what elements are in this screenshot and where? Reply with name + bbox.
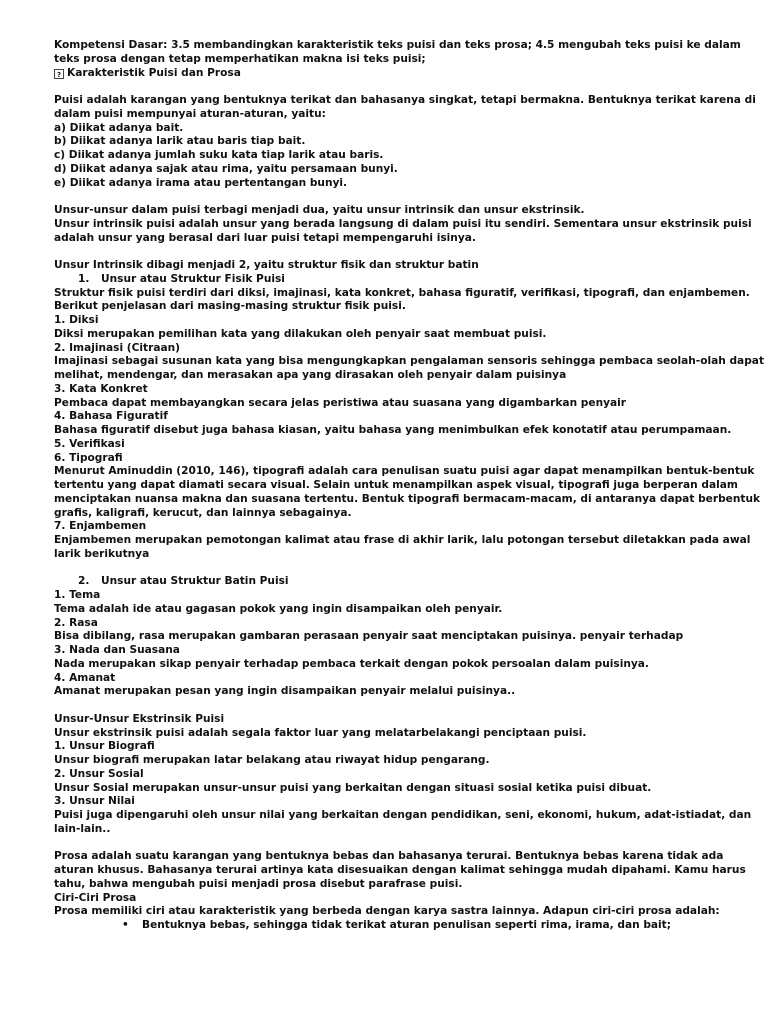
fisik-heading <box>54 273 708 287</box>
missing-glyph-icon: ? <box>54 69 64 79</box>
fisik-heading-text: Unsur atau Struktur Fisik Puisi <box>101 272 285 285</box>
prosa-definition-1: Prosa adalah suatu karangan yang bentuknya bebas dan bahasanya terurai. Bentuknya bebas karena tidak ada <box>54 850 724 863</box>
nada-desc: Nada merupakan sikap penyair terhadap pembaca terkait dengan pokok persoalan dalam puisinya. <box>54 657 649 670</box>
rasa-desc: Bisa dibilang, rasa merupakan gambaran perasaan penyair saat menciptakan puisinya. penyair terhadap <box>54 630 684 643</box>
amanat-desc: Amanat merupakan pesan yang ingin disampaikan penyair melalui puisinya.. <box>54 685 516 698</box>
biografi-title: 1. Unsur Biografi <box>54 740 155 753</box>
tipografi-desc-2: tertentu yang dapat diamati secara visual. Selain untuk menampilkan aspek visual, tipografi juga berperan dalam <box>54 479 738 491</box>
intrinsik-intro: Unsur Intrinsik dibagi menjadi 2, yaitu struktur fisik dan struktur batin <box>54 259 479 271</box>
nilai-title: 3. Unsur Nilai <box>54 795 135 808</box>
kata-konkret-desc: Pembaca dapat membayangkan secara jelas peristiwa atau suasana yang digambarkan penyair <box>54 396 627 409</box>
amanat-title: 4. Amanat <box>54 671 116 684</box>
enjambemen-title: 7. Enjambemen <box>54 520 147 533</box>
kd-line-1: Kompetensi Dasar: 3.5 membandingkan karakteristik teks puisi dan teks prosa; 4.5 mengubah teks puisi ke dalam <box>54 39 741 51</box>
nada-title: 3. Nada dan Suasana <box>54 644 180 656</box>
bahasa-figuratif-desc: Bahasa figuratif disebut juga bahasa kiasan, yaitu bahasa yang menimbulkan efek konotatif atau perumpamaan. <box>54 424 732 436</box>
tipografi-desc-3: menciptakan nuansa makna dan suasana tertentu. Bentuk tipografi bermacam-macam, di antaranya dapat berbentuk <box>54 492 761 505</box>
imajinasi-desc-2: melihat, mendengar, dan merasakan apa yang dirasakan oleh penyair dalam puisinya <box>54 369 567 381</box>
sosial-title: 2. Unsur Sosial <box>54 767 144 780</box>
bullet-item <box>54 919 708 933</box>
unsur-paragraph-2: Unsur intrinsik puisi adalah unsur yang berada langsung di dalam puisi itu sendiri. Sementara unsur ekstrinsik puisi <box>54 217 752 230</box>
bahasa-figuratif-title: 4. Bahasa Figuratif <box>54 410 168 423</box>
ekstrinsik-heading: Unsur-Unsur Ekstrinsik Puisi <box>54 712 225 725</box>
tipografi-desc-1: Menurut Aminuddin (2010, 146), tipografi adalah cara penulisan suatu puisi agar dapat menampilkan bentuk-bentuk <box>54 465 755 478</box>
rule-item: b) Diikat adanya larik atau baris tiap bait. <box>54 135 306 148</box>
prosa-definition-2: aturan khusus. Bahasanya terurai artinya kata disesuaikan dengan kalimat sehingga mudah dipahami. Kamu harus <box>54 864 746 876</box>
enjambemen-desc-2: larik berikutnya <box>54 547 150 560</box>
imajinasi-desc-1: Imajinasi sebagai susunan kata yang bisa mengungkapkan pengalaman sensoris sehingga pembaca seolah-olah dapat <box>54 355 765 368</box>
rule-item: c) Diikat adanya jumlah suku kata tiap larik atau baris. <box>54 149 384 161</box>
batin-heading-text: Unsur atau Struktur Batin Puisi <box>101 575 289 588</box>
puisi-definition-1: Puisi adalah karangan yang bentuknya terikat dan bahasanya singkat, tetapi bermakna. Bentuknya terikat karena di <box>54 94 756 106</box>
rule-item: e) Diikat adanya irama atau pertentangan bunyi. <box>54 176 348 189</box>
tema-desc: Tema adalah ide atau gagasan pokok yang ingin disampaikan oleh penyair. <box>54 602 503 615</box>
prosa-definition-3: tahu, bahwa mengubah puisi menjadi prosa disebut parafrase puisi. <box>54 877 463 890</box>
sosial-desc: Unsur Sosial merupakan unsur-unsur puisi yang berkaitan dengan situasi sosial ketika puisi dibuat. <box>54 781 652 794</box>
unsur-paragraph-1: Unsur-unsur dalam puisi terbagi menjadi dua, yaitu unsur intrinsik dan unsur ekstrinsik. <box>54 204 585 216</box>
tema-title: 1. Tema <box>54 589 101 601</box>
imajinasi-title: 2. Imajinasi (Citraan) <box>54 341 181 354</box>
rasa-title: 2. Rasa <box>54 616 98 629</box>
fisik-number: 1. <box>78 272 90 285</box>
diksi-title: 1. Diksi <box>54 314 99 326</box>
nilai-desc-2: lain-lain.. <box>54 822 111 835</box>
biografi-desc: Unsur biografi merupakan latar belakang atau riwayat hidup pengarang. <box>54 754 490 766</box>
tipografi-title: 6. Tipografi <box>54 451 123 464</box>
ciri-prosa-title: Ciri-Ciri Prosa <box>54 891 137 904</box>
nilai-desc-1: Puisi juga dipengaruhi oleh unsur nilai yang berkaitan dengan pendidikan, seni, ekonomi, hukum, adat-istiadat, dan <box>54 809 752 821</box>
bullet-text: Bentuknya bebas, sehingga tidak terikat aturan penulisan seperti rima, irama, dan bait; <box>142 919 671 931</box>
enjambemen-desc-1: Enjambemen merupakan pemotongan kalimat atau frase di akhir larik, lalu potongan tersebut diletakkan pada awal <box>54 534 751 546</box>
rule-item: d) Diikat adanya sajak atau rima, yaitu persamaan bunyi. <box>54 162 398 175</box>
kd-line-2: teks prosa dengan tetap memperhatikan makna isi teks puisi; <box>54 52 426 65</box>
bullet-icon: • <box>122 919 129 931</box>
ciri-prosa-desc: Prosa memiliki ciri atau karakteristik yang berbeda dengan karya sastra lainnya. Adapun ciri-ciri prosa adalah: <box>54 905 720 918</box>
kata-konkret-title: 3. Kata Konkret <box>54 382 148 395</box>
batin-heading <box>54 575 708 589</box>
puisi-definition-2: dalam puisi mempunyai aturan-aturan, yaitu: <box>54 107 326 120</box>
diksi-desc: Diksi merupakan pemilihan kata yang dilakukan oleh penyair saat membuat puisi. <box>54 327 547 340</box>
unsur-paragraph-3: adalah unsur yang berasal dari luar puisi tetapi mempengaruhi isinya. <box>54 231 476 244</box>
section-title <box>54 67 708 81</box>
verifikasi-title: 5. Verifikasi <box>54 437 125 450</box>
fisik-desc-1: Struktur fisik puisi terdiri dari diksi, imajinasi, kata konkret, bahasa figuratif, verifikasi, tipografi, dan enjambemen. <box>54 286 750 299</box>
rule-item: a) Diikat adanya bait. <box>54 121 184 134</box>
section-title-text: Karakteristik Puisi dan Prosa <box>67 66 241 79</box>
batin-number: 2. <box>78 575 90 588</box>
fisik-desc-2: Berikut penjelasan dari masing-masing struktur fisik puisi. <box>54 300 406 313</box>
ekstrinsik-desc: Unsur ekstrinsik puisi adalah segala faktor luar yang melatarbelakangi penciptaan puisi. <box>54 726 587 739</box>
tipografi-desc-4: grafis, kaligrafi, kerucut, dan lainnya sebagainya. <box>54 506 352 519</box>
